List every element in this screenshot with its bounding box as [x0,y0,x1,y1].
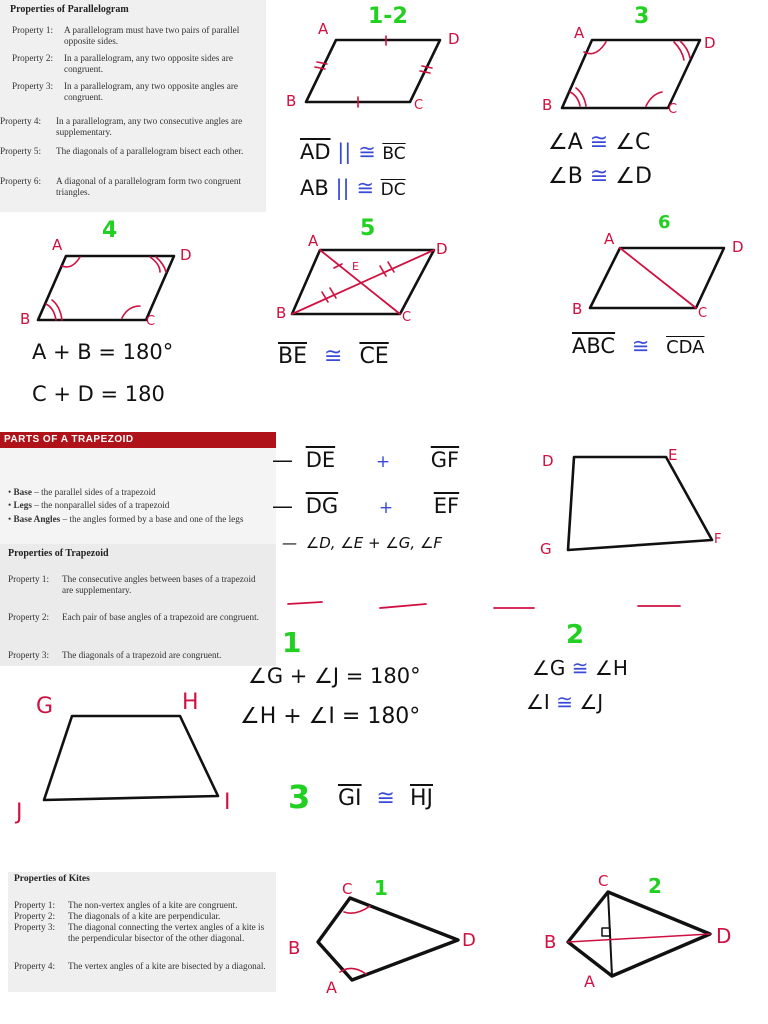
note-ad-bc [300,140,406,164]
property-text: A diagonal of a parallelogram form two congruent triangles. [56,176,241,197]
property-label: Property 1: [8,574,50,584]
vertex-label-b: B [544,932,557,953]
fig-label-6: 6 [658,212,671,233]
vertex-label-d: D [462,930,476,951]
vertex-label-g: G [36,694,54,719]
trapezoid-title: Properties of Trapezoid [8,548,109,559]
trapezoid-part-legs: • Legs – the nonparallel sides of a trapezoid [8,500,170,510]
congruent-symbol: ≅ [376,786,395,811]
parallelogram-title: Properties of Parallelogram [10,4,129,15]
note-c-plus-d: C + D = 180 [32,382,165,406]
trapezoid-part-base: • Base – the parallel sides of a trapezoid [8,487,156,497]
vertex-label-b: B [288,938,301,959]
part-text: – the nonparallel sides of a trapezoid [31,500,170,510]
note-left: $\overline{ABC}$ [572,334,616,358]
parallelogram-fig-4 [38,256,174,320]
vertex-label-b: B [20,310,31,328]
property-label: Property 2: [8,612,50,622]
kite-fig-1 [318,898,458,980]
property-label: Property 4: [0,116,42,126]
property-label: Property 1: [12,25,54,35]
property-label: Property 5: [0,146,42,156]
vertex-label-c: C [668,102,678,117]
congruent-symbol: ≅ [571,656,589,680]
trapezoid-fig-label-2: 2 [566,620,585,650]
note-left: ∠G [532,656,566,680]
property-text: In a parallelogram, any two opposite angles are congruent. [64,81,238,102]
note-right: $\overline{EF}$ [433,494,460,518]
property-text: The diagonal connecting the vertex angles of a kite is the perpendicular bisector of the other diagonal. [68,922,265,943]
property-text: Each pair of base angles of a trapezoid are congruent. [62,612,259,622]
property-text: The vertex angles of a kite are bisected by a diagonal. [68,961,266,971]
dash: — [272,448,293,472]
note-left: $\overline{GI}$ [338,786,362,811]
vertex-label-a: A [308,232,319,250]
congruent-symbol: ≅ [358,140,376,164]
part-term: Base [13,487,32,497]
property-label: Property 6: [0,176,42,186]
note-left: AB [300,176,329,200]
note-g-plus-j: ∠G + ∠J = 180° [248,664,421,688]
property-label: Property 3: [8,650,50,660]
property-text: The diagonals of a trapezoid are congruent. [62,650,222,660]
vertex-label-h: H [182,690,199,715]
vertex-label-d: D [732,238,744,256]
note-be-ce [278,344,389,369]
part-text: – the angles formed by a base and one of the legs [60,514,244,524]
property-label: Property 4: [14,961,56,971]
note-legs [272,494,459,518]
part-term: Base Angles [13,514,61,524]
property-label: Property 1: [14,900,56,910]
note-text: ∠D, ∠E + ∠G, ∠F [305,534,443,552]
note-right: $\overline{DC}$ [380,180,406,200]
property-text: The diagonals of a parallelogram bisect each other. [56,146,244,156]
trapezoid-fig-ghij [44,716,218,800]
vertex-label-b: B [572,300,583,318]
parallelogram-fig-3 [562,40,700,108]
fig-label-4: 4 [102,218,118,243]
vertex-label-e: E [668,446,678,464]
note-right: $\overline{CDA}$ [666,337,705,358]
plus-symbol: + [378,498,394,518]
fig-label-1-2: 1-2 [368,4,408,29]
vertex-label-c: C [414,98,424,113]
vertex-label-a: A [326,978,337,997]
vertex-label-a: A [318,20,329,38]
dash: — [282,534,297,552]
note-right: $\overline{BC}$ [382,144,406,164]
vertex-label-c: C [146,314,156,329]
property-text: In a parallelogram, any two consecutive angles are supplementary. [56,116,243,137]
plus-symbol: + [375,452,391,472]
vertex-label-g: G [540,540,552,558]
vertex-label-j: J [16,800,23,825]
note-left: $\overline{BE}$ [278,344,307,369]
kite-fig-label-1: 1 [374,876,388,900]
note-left: $\overline{AD}$ [300,140,331,164]
note-angle-a-c [548,130,650,155]
kite-2-diagonal-horizontal [568,934,710,942]
vertex-label-d: D [180,246,192,264]
property-text: The diagonals of a kite are perpendicular. [68,911,221,921]
note-right: $\overline{HJ}$ [409,786,434,811]
vertex-label-d: D [704,34,716,52]
note-right: ∠J [579,690,604,714]
parallel-symbol: || [335,176,350,200]
property-label: Property 3: [14,922,56,932]
note-left: ∠B [548,164,583,189]
vertex-label-a: A [52,236,63,254]
note-right: ∠C [615,130,651,155]
property-label: Property 2: [12,53,54,63]
note-angle-b-d [548,164,652,189]
note-gi-hj [338,786,433,811]
part-text: – the parallel sides of a trapezoid [31,487,156,497]
property-label: Property 2: [14,911,56,921]
note-angle-i-j [526,690,603,714]
note-a-plus-b: A + B = 180° [32,340,174,364]
vertex-label-d: D [716,924,732,948]
note-abc-cda [572,334,705,358]
fig-label-5: 5 [360,216,376,241]
vertex-label-a: A [574,24,585,42]
fig-label-3: 3 [634,4,650,29]
congruent-symbol: ≅ [356,176,374,200]
property-text: The non-vertex angles of a kite are congruent. [68,900,238,910]
trapezoid-banner: PARTS OF A TRAPEZOID [0,432,276,448]
note-right: $\overline{CE}$ [359,344,389,369]
trapezoid-fig-defg [568,457,712,550]
parallel-symbol: || [337,140,352,164]
vertex-label-d: D [448,30,460,48]
vertex-label-c: C [598,872,609,890]
property-text: A parallelogram must have two pairs of parallel opposite sides. [64,25,240,46]
congruent-symbol: ≅ [556,690,573,714]
kite-title: Properties of Kites [14,874,90,884]
congruent-symbol: ≅ [324,344,343,369]
note-right: ∠D [615,164,652,189]
note-left: ∠I [526,690,550,714]
note-left: ∠A [548,130,583,155]
property-text: In a parallelogram, any two opposite sides are congruent. [64,53,233,74]
vertex-label-d: D [542,452,554,470]
vertex-label-i: I [224,790,231,815]
vertex-label-f: F [714,532,722,547]
property-text: The consecutive angles between bases of a trapezoid are supplementary. [62,574,256,595]
congruent-symbol: ≅ [589,130,609,155]
vertex-label-b: B [276,304,287,322]
vertex-label-b: B [286,92,297,110]
kite-fig-label-2: 2 [648,874,662,898]
congruent-symbol: ≅ [631,334,650,358]
vertex-label-a: A [584,972,595,991]
vertex-label-c: C [698,306,708,321]
trapezoid-fig-label-1: 1 [282,626,302,659]
part-term: Legs [13,500,32,510]
note-ab-dc [300,176,406,200]
vertex-label-a: A [604,230,615,248]
congruent-symbol: ≅ [589,164,609,189]
note-bases [272,448,459,472]
vertex-label-d: D [436,240,448,258]
trapezoid-part-base-angles: • Base Angles – the angles formed by a base and one of the legs [8,514,244,524]
trapezoid-fig-label-3: 3 [288,778,311,816]
note-angle-g-h [532,656,628,680]
vertex-label-e: E [352,260,359,273]
kite-fig-2 [568,892,710,976]
note-h-plus-i: ∠H + ∠I = 180° [240,704,421,729]
property-label: Property 3: [12,81,54,91]
vertex-label-c: C [342,880,353,898]
vertex-label-c: C [402,310,412,325]
vertex-label-b: B [542,96,553,114]
note-right: $\overline{GF}$ [430,448,460,472]
note-left: $\overline{DE}$ [305,448,336,472]
note-base-angles [282,534,442,552]
dash: — [272,494,293,518]
note-right: ∠H [594,656,628,680]
note-left: $\overline{DG}$ [305,494,339,518]
